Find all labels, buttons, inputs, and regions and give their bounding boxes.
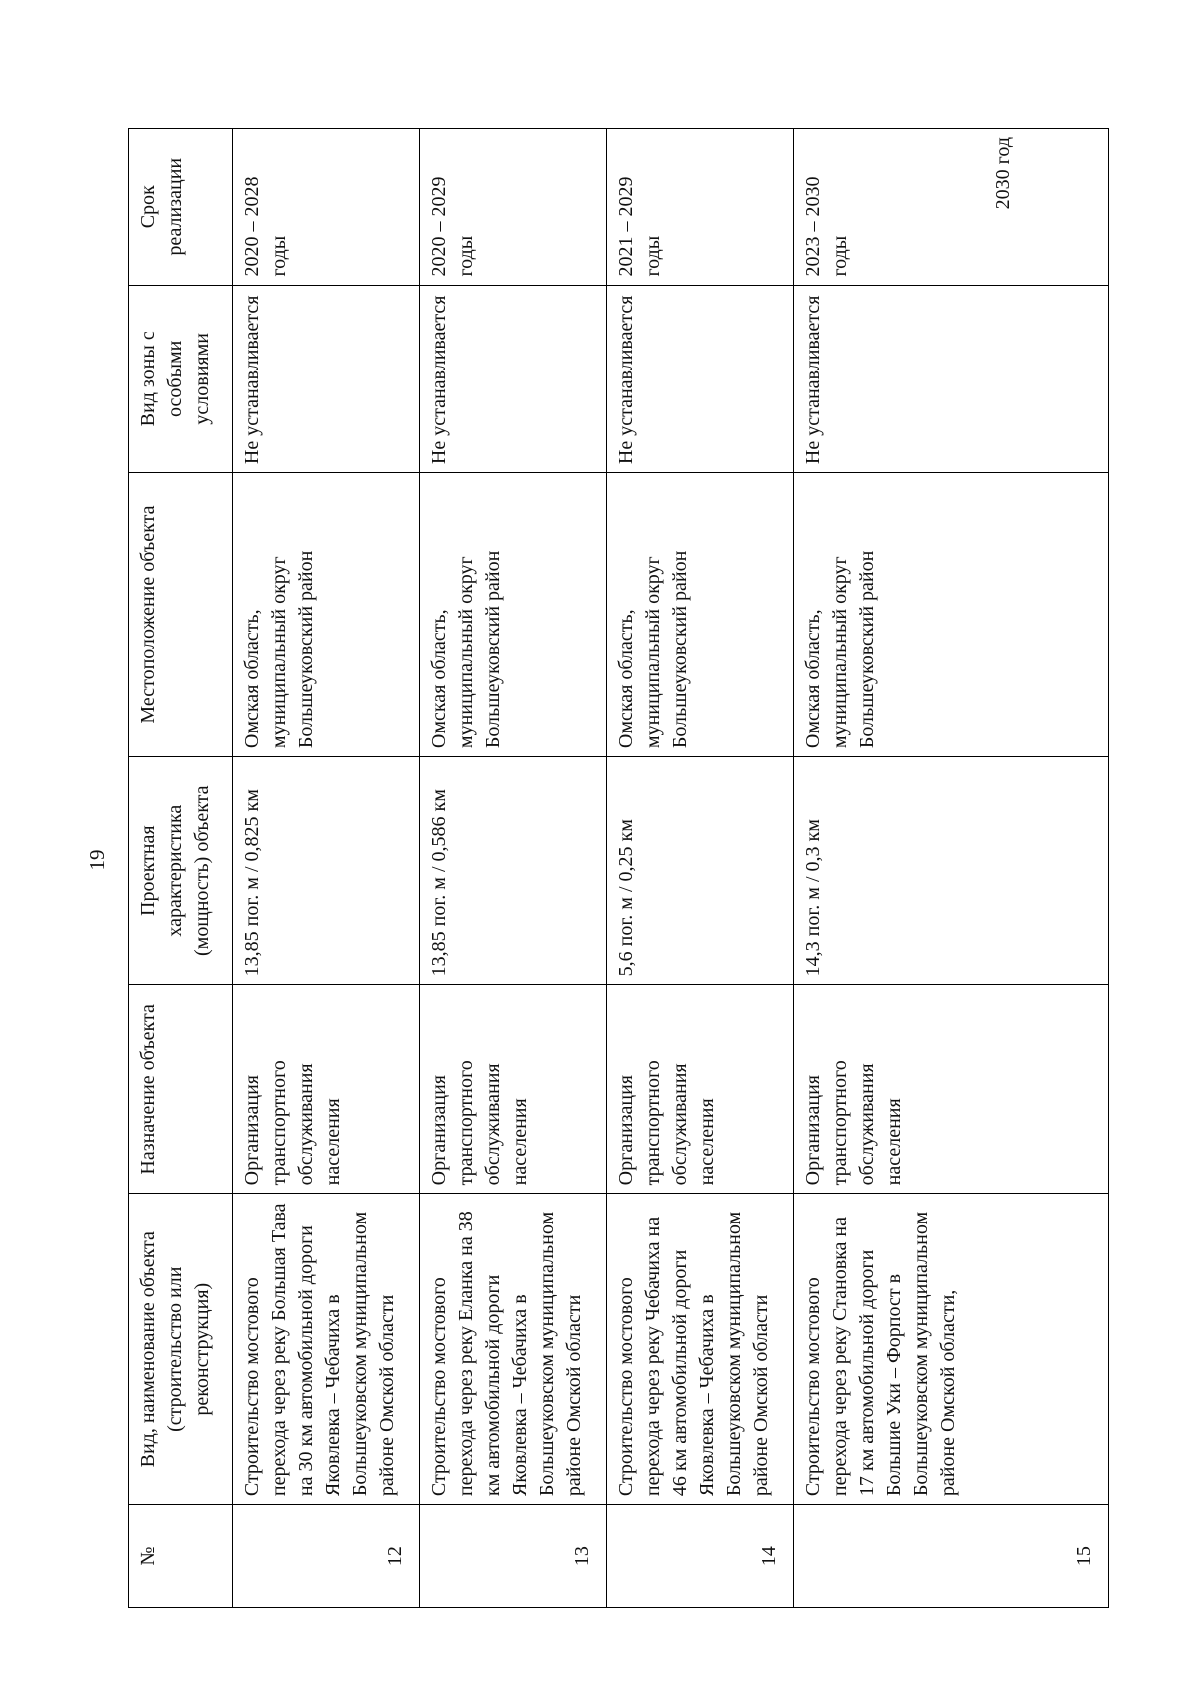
row-term-note: 2030 год	[992, 137, 1014, 210]
table-header-row	[129, 129, 233, 1608]
table-row	[233, 129, 420, 1608]
row-term	[607, 129, 794, 286]
header-capacity: Проектная характеристика (мощность) объекта	[129, 757, 233, 985]
row-term-text: 2021 – 2029 годы	[615, 176, 664, 277]
row-location: Омская область, муниципальный округ Большеуковский район	[233, 473, 420, 757]
header-name: Вид, наименование объекта (строительство или реконструкция)	[129, 1194, 233, 1505]
row-capacity: 13,85 пог. м / 0,586 км	[420, 757, 607, 985]
row-capacity: 14,3 пог. м / 0,3 км	[794, 757, 1109, 985]
row-name: Строительство мостового перехода через реку Чебачиха на 46 км автомобильной дороги Яковлевка – Чебачиха в Большеуковском муниципальном районе Омской области	[607, 1194, 794, 1505]
row-term-text: 2023 – 2030 годы	[802, 176, 851, 277]
row-num: 15	[794, 1505, 1109, 1608]
header-term: Срок реализации	[129, 129, 233, 286]
row-location: Омская область, муниципальный округ Большеуковский район	[794, 473, 1109, 757]
row-location: Омская область, муниципальный округ Большеуковский район	[607, 473, 794, 757]
header-purpose: Назначение объекта	[129, 985, 233, 1194]
row-purpose: Организация транспортного обслуживания населения	[233, 985, 420, 1194]
row-num: 12	[233, 1505, 420, 1608]
row-term-text: 2020 – 2028 годы	[241, 176, 290, 277]
row-num: 13	[420, 1505, 607, 1608]
header-location: Местоположение объекта	[129, 473, 233, 757]
row-zone: Не устанавливается	[794, 285, 1109, 473]
row-term	[420, 129, 607, 286]
header-zone: Вид зоны с особыми условиями	[129, 285, 233, 473]
row-location: Омская область, муниципальный округ Большеуковский район	[420, 473, 607, 757]
row-name: Строительство мостового перехода через реку Становка на 17 км автомобильной дороги Большие Уки – Форпост в Большеуковском муниципальном районе Омской области,	[794, 1194, 1109, 1505]
row-purpose: Организация транспортного обслуживания населения	[420, 985, 607, 1194]
row-capacity: 5,6 пог. м / 0,25 км	[607, 757, 794, 985]
row-name: Строительство мостового перехода через реку Большая Тава на 30 км автомобильной дороги Яковлевка – Чебачиха в Большеуковском муниципальном районе Омской области	[233, 1194, 420, 1505]
rotated-table-wrapper	[128, 128, 1108, 1608]
row-term-text: 2020 – 2029 годы	[428, 176, 477, 277]
header-num: №	[129, 1505, 233, 1608]
row-purpose: Организация транспортного обслуживания населения	[794, 985, 1109, 1194]
table-row	[607, 129, 794, 1608]
row-term	[794, 129, 1109, 286]
row-zone: Не устанавливается	[607, 285, 794, 473]
row-zone: Не устанавливается	[233, 285, 420, 473]
table-row	[420, 129, 607, 1608]
row-zone: Не устанавливается	[420, 285, 607, 473]
table-row	[794, 129, 1109, 1608]
page-number: 19	[85, 849, 109, 871]
row-term	[233, 129, 420, 286]
row-capacity: 13,85 пог. м / 0,825 км	[233, 757, 420, 985]
row-purpose: Организация транспортного обслуживания населения	[607, 985, 794, 1194]
row-name: Строительство мостового перехода через реку Еланка на 38 км автомобильной дороги Яковлевка – Чебачиха в Большеуковском муниципальном районе Омской области	[420, 1194, 607, 1505]
objects-table	[128, 128, 1109, 1608]
row-num: 14	[607, 1505, 794, 1608]
